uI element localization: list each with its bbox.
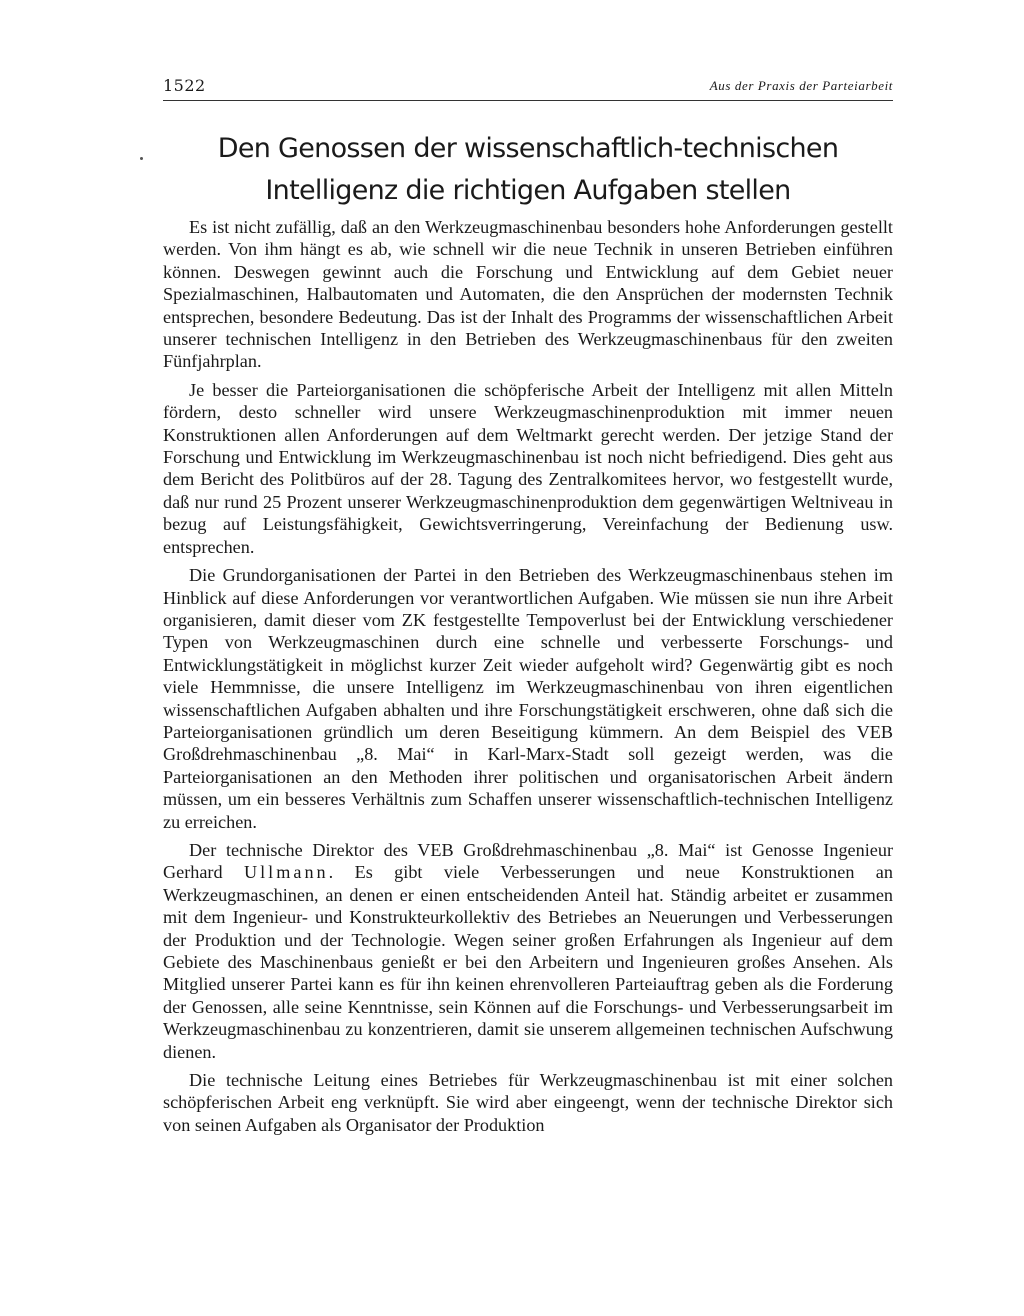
margin-dot [140, 157, 143, 160]
title-line-1: Den Genossen der wissenschaftlich-technischen [217, 133, 839, 164]
running-head: Aus der Praxis der Parteiarbeit [709, 78, 893, 93]
page-number: 1522 [163, 76, 206, 95]
paragraph-4 [163, 839, 893, 1063]
person-name: Ullmann [243, 862, 329, 883]
paragraph-2: Je besser die Parteiorganisationen die schöpferische Arbeit der Intelligenz mit allen Mitteln fördern, desto schneller wird unsere Werkzeugmaschinenproduktion mit immer neuen Konstruktionen allen Anforderungen auf dem Weltmarkt gerecht werden. Der jetzige Stand der Forschung und Entwicklung im Werkzeugmaschinenbau ist noch nicht befriedigend. Dies geht aus dem Bericht des Politbüros auf der 28. Tagung des Zentralkomitees hervor, wo festgestellt wurde, daß nur rund 25 Prozent unserer Werkzeugmaschinenproduktion dem gegenwärtigen Weltniveau in bezug auf Leistungsfähigkeit, Gewichtsverringerung, Vereinfachung der Bedienung usw. entsprechen. [163, 379, 893, 557]
paragraph-4-text-b: . Es gibt viele Verbesserungen und neue Konstruktionen an Werkzeugmaschinen, an denen er einen entscheidenden Anteil hat. Ständig arbeitet er zusammen mit dem Ingenieur- und Konstrukteurkollektiv des Betriebes an Neuerungen und Verbesserungen der Produktion und der Technologie. Wegen seiner großen Erfahrungen als Ingenieur auf dem Gebiete des Maschinenbaus genießt er bei den Arbeitern und Ingenieuren großes Ansehen. Als Mitglied unserer Partei kann es für ihn keinen ehrenvolleren Parteiauftrag geben als die Forderung der Genossen, alle seine Kenntnisse, sein Können auf die Forschungs- und Verbesserungsarbeit im Werkzeugmaschinenbau zu konzentrieren, damit sie unserem allgemeinen technischen Aufschwung dienen. [163, 862, 893, 1062]
paragraph-3: Die Grundorganisationen der Partei in den Betrieben des Werkzeugmaschinenbaus stehen im Hinblick auf diese Anforderungen vor verantwortlichen Aufgaben. Wie müssen sie nun ihre Arbeit organisieren, damit dieser vom ZK festgestellte Tempoverlust bei der Entwicklung verschiedener Typen von Werkzeugmaschinen durch eine schnelle und verbesserte Forschungs- und Entwicklungstätigkeit in möglichst kurzer Zeit wieder aufgeholt wird? Gegenwärtig gibt es noch viele Hemmnisse, die unsere Intelligenz im Werkzeugmaschinenbau von ihren eigentlichen wissenschaftlichen Aufgaben abhalten und ihre Forschungstätigkeit erschweren, ohne daß sich die Parteiorganisationen gründlich um deren Beseitigung kümmern. An dem Beispiel des VEB Großdrehmaschinenbau „8. Mai“ in Karl-Marx-Stadt soll gezeigt werden, was die Parteiorganisationen an den Methoden ihrer politischen und organisatorischen Arbeit ändern müssen, um ein besseres Verhältnis zum Schaffen unserer wissenschaftlich-technischen Intelligenz zu erreichen. [163, 565, 893, 832]
title-line-2: Intelligenz die richtigen Aufgaben stellen [265, 175, 791, 206]
article-title [163, 128, 893, 212]
paragraph-1: Es ist nicht zufällig, daß an den Werkzeugmaschinenbau besonders hohe Anforderungen gestellt werden. Von ihm hängt es ab, wie schnell wir die neue Technik in unseren Betrieben einführen können. Deswegen gewinnt auch die Forschung und Entwicklung auf dem Gebiet neuer Spezialmaschinen, Halbautomaten und Automaten, die den Ansprüchen der modernsten Technik entsprechen, besondere Bedeutung. Das ist der Inhalt des Programms der wissenschaftlichen Arbeit unserer technischen Intelligenz in den Betrieben des Werkzeugmaschinenbaus für den zweiten Fünfjahrplan. [163, 217, 893, 372]
paragraph-4-text-a: Der technische Direktor des VEB Großdrehmaschinenbau „8. Mai“ ist Genosse Ingenieur Gerhard [163, 839, 893, 883]
page-header [163, 76, 893, 101]
paragraph-5: Die technische Leitung eines Betriebes für Werkzeugmaschinenbau ist mit einer solchen schöpferischen Arbeit eng verknüpft. Sie wird aber eingeengt, wenn der technische Direktor sich von seinen Aufgaben als Organisator der Produktion [163, 1070, 893, 1135]
article-body [163, 216, 893, 1142]
